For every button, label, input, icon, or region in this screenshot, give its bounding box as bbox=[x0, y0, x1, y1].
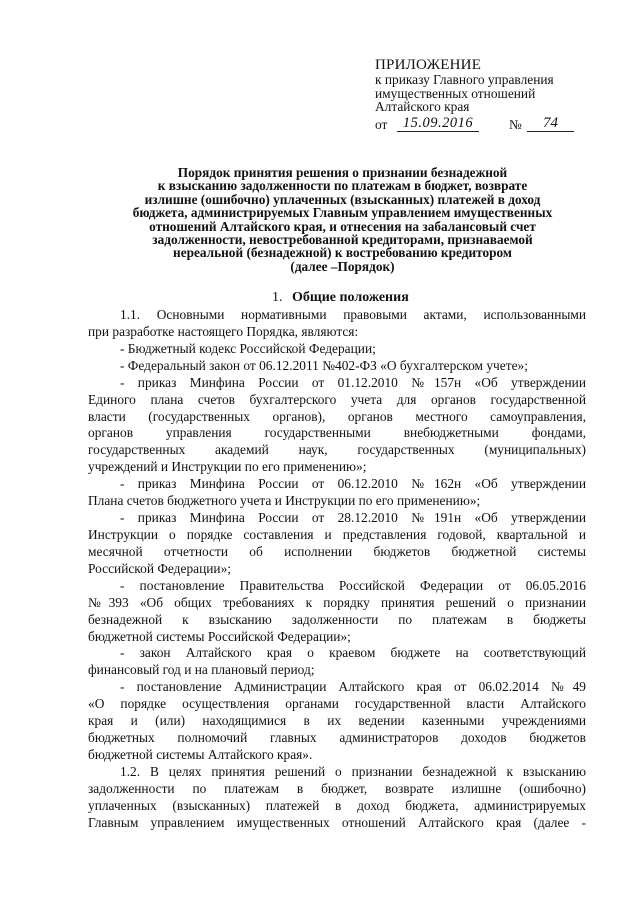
approval-title: ПРИЛОЖЕНИЕ bbox=[375, 57, 482, 73]
body-line: «О порядке осуществления органами государственной власти Алтайского bbox=[88, 696, 586, 712]
body-line: 1.1. Основными нормативными правовыми актами, использованными bbox=[120, 307, 586, 322]
body-line: уплаченных (взысканных) платежей в доход бюджета, администрируемых bbox=[88, 797, 586, 813]
document-title bbox=[110, 166, 575, 273]
body-line: власти (государственных органов), органов местного самоуправления, bbox=[88, 408, 586, 424]
body-line: финансовый год и на плановый период; bbox=[88, 662, 315, 678]
body-line: - постановление Правительства Российской Федерации от 06.05.2016 bbox=[120, 577, 586, 593]
approval-line: к приказу Главного управления bbox=[375, 72, 554, 87]
body-line: - приказ Минфина России от 06.12.2010 №162н «Об утверждении bbox=[120, 476, 586, 492]
body-line: - приказ Минфина России от 01.12.2010 №157н «Об утверждении bbox=[120, 374, 586, 390]
handwritten-number: 74 bbox=[527, 115, 574, 132]
body-line: Единого плана счетов бухгалтерского учета для органов государственной bbox=[88, 391, 586, 407]
title-line: нереальной (безнадежной) к востребованию кредитором bbox=[173, 245, 512, 261]
title-line: (далее –Порядок) bbox=[290, 258, 395, 274]
body-line: при разработке настоящего Порядка, являются: bbox=[88, 323, 359, 339]
body-line: Российской Федерации»; bbox=[88, 560, 231, 576]
date-number-line bbox=[375, 115, 605, 135]
title-line: Порядок принятия решения о признании безнадежной bbox=[177, 165, 508, 180]
from-label: от bbox=[375, 116, 388, 132]
body-line: бюджетных полномочий главных администраторов доходов бюджетов bbox=[88, 730, 586, 746]
body-line: - постановление Администрации Алтайского края от 06.02.2014 №49 bbox=[120, 679, 586, 695]
body-line: 1.2. В целях принятия решений о признании безнадежной к взысканию bbox=[120, 763, 586, 779]
title-line: излишне (ошибочно) уплаченных (взысканных) платежей в доход bbox=[144, 191, 541, 207]
section-heading bbox=[272, 290, 409, 306]
body-line: края и (или) находящимися в их ведении казенными учреждениями bbox=[88, 713, 586, 729]
number-label: № bbox=[509, 116, 522, 132]
body-line: - Федеральный закон от 06.12.2011 №402-ФЗ «О бухгалтерском учете»; bbox=[120, 357, 528, 373]
approval-block bbox=[375, 57, 605, 135]
title-line: задолженности, невостребованной кредиторами, признаваемой bbox=[152, 232, 533, 248]
handwritten-date: 15.09.2016 bbox=[397, 115, 479, 132]
body-line: бюджетной системы Российской Федерации»; bbox=[88, 628, 351, 644]
body-line: безнадежной к взысканию задолженности по платежам в бюджеты bbox=[88, 611, 586, 627]
approval-line: имущественных отношений bbox=[375, 85, 536, 101]
body-line: - приказ Минфина России от 28.12.2010 №191н «Об утверждении bbox=[120, 510, 586, 526]
body-line: учреждений и Инструкции по его применению»; bbox=[88, 459, 367, 475]
title-line: бюджета, администрируемых Главным управлением имущественных bbox=[132, 205, 553, 221]
body-line: - закон Алтайского края о краевом бюджете на соответствующий bbox=[120, 645, 586, 661]
title-line: отношений Алтайского края, и отнесения на забалансовый счет bbox=[149, 218, 536, 234]
document-body bbox=[88, 307, 586, 832]
body-line: Главным управлением имущественных отношений Алтайского края (далее - bbox=[88, 814, 586, 830]
approval-line: Алтайского края bbox=[375, 99, 470, 115]
body-line: Плана счетов бюджетного учета и Инструкции по его применению»; bbox=[88, 493, 481, 509]
body-line: - Бюджетный кодекс Российской Федерации; bbox=[120, 340, 376, 356]
title-line: к взысканию задолженности по платежам в бюджет, возврате bbox=[157, 178, 528, 194]
body-line: месячной отчетности об исполнении бюджетов бюджетной системы bbox=[88, 543, 586, 559]
section-number: 1. bbox=[272, 290, 283, 305]
body-line: государственных академий наук, государственных (муниципальных) bbox=[88, 442, 586, 458]
body-line: бюджетной системы Алтайского края». bbox=[88, 746, 313, 762]
body-line: органов управления государственными внебюджетными фондами, bbox=[88, 425, 586, 441]
body-line: №393 «Об общих требованиях к порядку принятия решений о признании bbox=[88, 594, 586, 610]
body-line: Инструкции о порядке составления и представления годовой, квартальной и bbox=[88, 526, 586, 542]
body-line: задолженности по платежам в бюджет, возврате излишне (ошибочно) bbox=[88, 780, 586, 796]
section-title: Общие положения bbox=[292, 290, 409, 305]
